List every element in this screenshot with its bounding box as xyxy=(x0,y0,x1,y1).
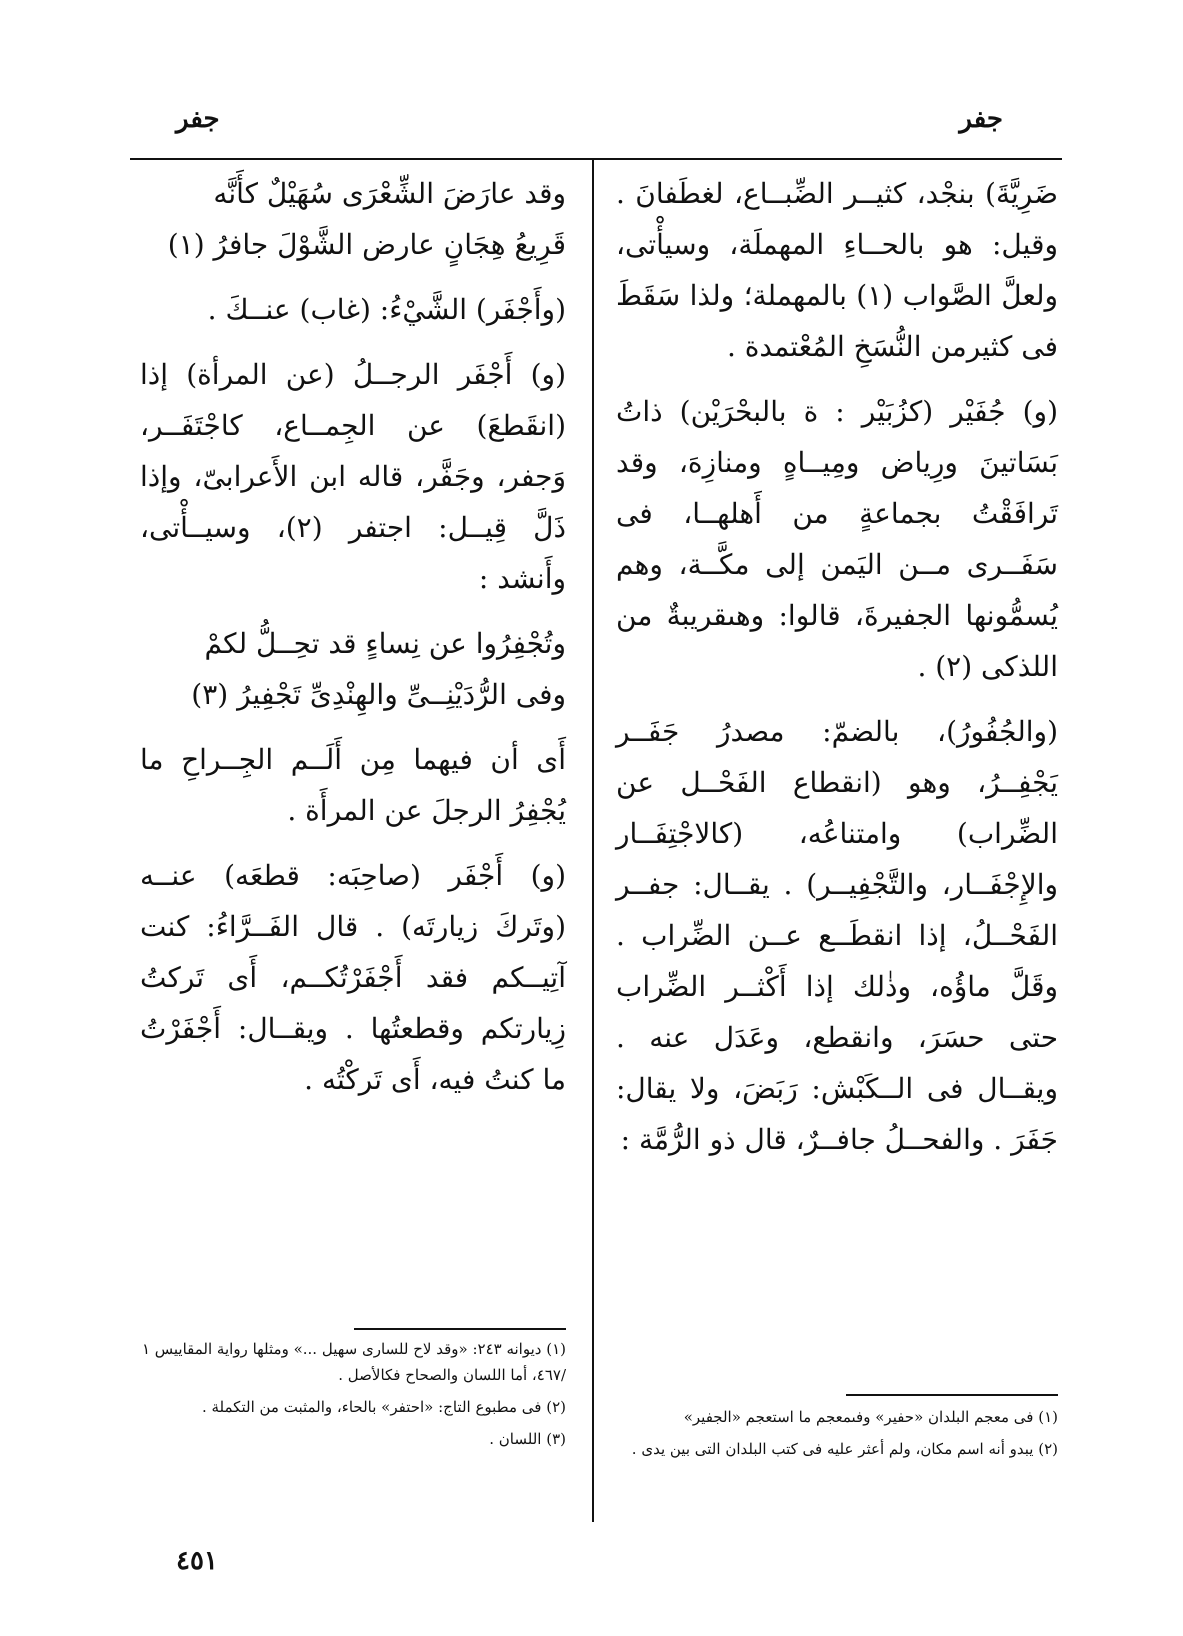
header-rule xyxy=(130,158,1062,160)
running-header-left: جفر xyxy=(176,104,220,134)
footnote: (٣) اللسان . xyxy=(489,1430,566,1448)
footnote: (١) ديوانه ٢٤٣: «وقد لاح للسارى سهيل ...» ومثلها رواية المقاييس ١ /٤٦٧، أما اللسان والصحاح فكالأصل . xyxy=(141,1340,566,1384)
page-number: ٤٥١ xyxy=(176,1546,218,1576)
footnote-rule-left xyxy=(354,1328,566,1330)
entry-paragraph: (وأَجْفَر) الشَّيْءُ: (غاب) عنــكَ . xyxy=(207,293,566,326)
right-column xyxy=(616,168,1058,1179)
running-header-right: جفر xyxy=(959,104,1003,134)
entry-paragraph: (والجُفُورُ)، بالضمّ: مصدرُ جَفَــر يَجْفِــرُ، وهو (انقطاع الفَحْــل عن الضِّراب) وامتناعُه، (كالاجْتِفَــار والإِجْفَــار، والتَّجْفِيــر) . يقــال: جفــر الفَحْــلُ، إذا انقطَــع عــن الضِّراب . وقَلَّ ماؤُه، وذٰلك إذا أَكْثــر الضِّراب حتى حسَرَ، وانقطع، وعَدَل عنه . ويقــال فى الــكَبْش: رَبَضَ، ولا يقال: جَفَرَ . والفحــلُ جافــرٌ، قال ذو الرُّمَّة : xyxy=(616,715,1058,1156)
footnote: (١) فى معجم البلدان «حفير» وفىمعجم ما استعجم «الجفير» xyxy=(683,1408,1058,1426)
poetry-verse xyxy=(140,618,566,720)
entry-paragraph: أَى أن فيهما مِن أَلَــم الجِــراحِ ما يُجْفِرُ الرجلَ عن المرأَة . xyxy=(140,743,566,827)
verse-line: وفى الرُّدَيْنِــىِّ والهِنْدِىِّ تَجْفِيرُ (٣) xyxy=(191,678,566,711)
footnotes-right xyxy=(616,1404,1058,1468)
verse-line: وتُجْفِرُوا عن نِساءٍ قد تحِــلُّ لكمْ xyxy=(204,627,566,660)
poetry-verse xyxy=(140,168,566,270)
entry-paragraph: (و) أَجْفَر (صاحِبَه: قطعَه) عنــه (وتَركَ زيارتَه) . قال الفَــرَّاءُ: كنت آتِيــكم فقد أَجْفَرْتُكــم، أَى تَركتُ زِيارتكم وقطعتُها . ويقــال: أَجْفَرْتُ ما كنتُ فيه، أَى تَركْتُه . xyxy=(140,859,566,1096)
entry-paragraph: (و) أَجْفَر الرجــلُ (عن المرأة) إذا (انقَطعَ) عن الجِمــاع، كاجْتَفَــر، وَجفر، وجَفَّر، قاله ابن الأَعرابىّ، وإذا ذَلَّ قِيــل: اجتفر (٢)، وسيــأْتى، وأَنشد : xyxy=(140,358,566,595)
column-divider xyxy=(592,160,594,1522)
left-column xyxy=(140,168,566,1119)
entry-paragraph: ضَرِيَّةَ) بنجْد، كثيــر الضِّبــاع، لغطَفانَ . وقيل: هو بالحــاءِ المهملَة، وسيأْتى، ولعلَّ الصَّواب (١) بالمهملة؛ ولذا سَقَطَ فى كثيرمن النُّسَخِ المُعْتمدة . xyxy=(616,177,1058,363)
entry-paragraph: (و) جُفَيْر (كزُبَيْر : ة بالبحْرَيْن) ذاتُ بَسَاتينَ ورِياض ومِيــاهٍ ومنازِهَ، وقد تَرافَقْتُ بجماعةٍ من أَهلهــا، فى سَفَــرى مــن اليَمن إلى مكَّــة، وهم يُسمُّونها الجفيرةَ، قالوا: وهىقريبةٌ من اللذكى (٢) . xyxy=(616,395,1058,683)
footnotes-left xyxy=(140,1336,566,1458)
footnote: (٢) يبدو أنه اسم مكان، ولم أعثر عليه فى كتب البلدان التى بين يدى . xyxy=(631,1440,1058,1458)
verse-line: قَرِيعُ هِجَانٍ عارض الشَّوْلَ جافرُ (١) xyxy=(167,228,566,261)
verse-line: وقد عارَضَ الشِّعْرَى سُهَيْلٌ كأَنَّه xyxy=(213,177,566,210)
footnote-rule-right xyxy=(846,1394,1058,1396)
footnote: (٢) فى مطبوع التاج: «احتفر» بالحاء، والمثبت من التكملة . xyxy=(201,1398,566,1416)
